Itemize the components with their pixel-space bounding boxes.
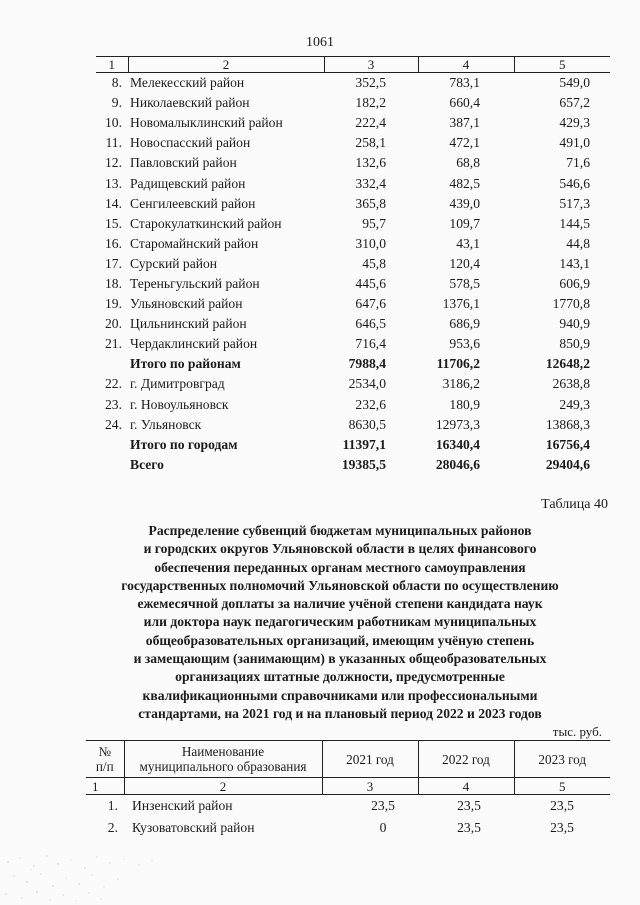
table-label: Таблица 40	[541, 497, 608, 512]
row-number: 1.	[107, 798, 118, 814]
value-2021: 7988,4	[348, 356, 386, 372]
value-2022: 109,7	[449, 215, 480, 231]
row-name: Всего	[130, 456, 164, 472]
value-2021: 310,0	[355, 235, 386, 251]
value-2021: 232,6	[355, 396, 386, 412]
header-number: № п/п	[86, 741, 124, 778]
row-name: Мелекесский район	[130, 75, 245, 91]
header-2023: 2023 год	[514, 741, 610, 778]
header-municipality: Наименование муниципального образования	[124, 741, 322, 778]
value-2023: 429,3	[559, 115, 590, 131]
value-2022: 11706,2	[436, 356, 480, 372]
table-row	[96, 395, 610, 415]
value-2022: 953,6	[449, 336, 480, 352]
table-row	[96, 133, 610, 153]
column-number-row	[86, 778, 610, 795]
value-2023: 517,3	[559, 195, 590, 211]
value-2021: 646,5	[355, 316, 386, 332]
value-2021: 8630,5	[348, 416, 386, 432]
table-row	[96, 274, 610, 294]
table-row	[96, 435, 610, 455]
value-2022: 68,8	[456, 155, 480, 171]
value-2023: 16756,4	[545, 436, 590, 452]
value-2021: 95,7	[362, 215, 386, 231]
value-2023: 23,5	[550, 819, 574, 835]
row-name: г. Ульяновск	[130, 416, 202, 432]
row-name: г. Димитровград	[130, 376, 225, 392]
value-2022: 472,1	[449, 135, 480, 151]
row-number	[96, 435, 128, 455]
table-row	[96, 234, 610, 254]
row-number: 10.	[105, 115, 122, 131]
value-2022: 783,1	[449, 75, 480, 91]
row-name: Итого по районам	[130, 356, 241, 372]
table-row	[96, 294, 610, 314]
caption-line: квалификационными справочниками или профессиональными	[142, 687, 538, 703]
header-2021: 2021 год	[322, 741, 418, 778]
value-2021: 352,5	[355, 75, 386, 91]
row-number: 22.	[105, 376, 122, 392]
row-name: Старомайнский район	[130, 235, 259, 251]
row-name: Николаевский район	[130, 95, 250, 111]
header-2022: 2022 год	[418, 741, 514, 778]
value-2023: 2638,8	[552, 376, 590, 392]
value-2023: 143,1	[559, 255, 590, 271]
row-number	[96, 354, 128, 374]
value-2022: 16340,4	[435, 436, 480, 452]
value-2022: 120,4	[449, 255, 480, 271]
value-2022: 660,4	[449, 95, 480, 111]
row-number: 14.	[105, 195, 122, 211]
value-2022: 387,1	[449, 115, 480, 131]
row-name: Тереньгульский район	[130, 275, 260, 291]
row-name: Кузоватовский район	[132, 819, 255, 835]
value-2022: 482,5	[449, 175, 480, 191]
value-2021: 716,4	[355, 336, 386, 352]
value-2021: 182,2	[355, 95, 386, 111]
value-2022: 23,5	[457, 819, 481, 835]
value-2023: 13868,3	[545, 416, 590, 432]
row-name: Старокулаткинский район	[130, 215, 282, 231]
row-name: г. Новоульяновск	[130, 396, 229, 412]
column-number: 5	[514, 778, 610, 795]
caption-line: общеобразовательных организаций, имеющим учёную степень	[145, 632, 535, 648]
scan-noise	[0, 848, 180, 905]
row-number: 17.	[105, 255, 122, 271]
value-2022: 180,9	[449, 396, 480, 412]
value-2023: 29404,6	[545, 456, 590, 472]
row-name: Чердаклинский район	[130, 336, 258, 352]
table-row	[96, 374, 610, 394]
table-row	[96, 93, 610, 113]
value-2022: 3186,2	[442, 376, 480, 392]
value-2023: 71,6	[566, 155, 590, 171]
value-2021: 332,4	[355, 175, 386, 191]
caption-line: или доктора наук педагогическим работникам муниципальных	[143, 614, 537, 630]
row-number: 16.	[105, 235, 122, 251]
row-name: Цильнинский район	[130, 316, 247, 332]
row-number: 12.	[105, 155, 122, 171]
value-2021: 19385,5	[341, 456, 386, 472]
table-caption	[60, 522, 620, 723]
row-number: 20.	[105, 316, 122, 332]
table-row	[96, 73, 610, 94]
subvention-table-continued	[96, 56, 610, 475]
table-row	[96, 455, 610, 475]
row-name: Радищевский район	[130, 175, 246, 191]
caption-line: ежемесячной доплаты за наличие учёной степени кандидата наук	[137, 596, 543, 612]
value-2023: 657,2	[559, 95, 590, 111]
value-2023: 940,9	[559, 316, 590, 332]
row-number: 23.	[105, 396, 122, 412]
value-2023: 44,8	[566, 235, 590, 251]
row-name: Новоспасский район	[130, 135, 251, 151]
value-2022: 23,5	[457, 798, 481, 814]
table-row	[86, 795, 610, 817]
table-row	[96, 214, 610, 234]
value-2023: 144,5	[559, 215, 590, 231]
value-2022: 43,1	[456, 235, 480, 251]
value-2021: 222,4	[355, 115, 386, 131]
units-label: тыс. руб.	[552, 724, 602, 739]
table-row	[96, 254, 610, 274]
row-number: 15.	[105, 215, 122, 231]
row-name: Новомалыклинский район	[130, 115, 283, 131]
table-row	[96, 334, 610, 354]
value-2021: 11397,1	[342, 436, 386, 452]
row-name: Сенгилеевский район	[130, 195, 256, 211]
row-name: Павловский район	[130, 155, 237, 171]
row-number: 19.	[105, 296, 122, 312]
caption-line: государственных полномочий Ульяновской области по осуществлению	[121, 577, 559, 593]
page-number: 1061	[306, 35, 334, 50]
row-number	[96, 455, 128, 475]
value-2022: 28046,6	[435, 456, 480, 472]
value-2023: 12648,2	[545, 356, 590, 372]
table-row	[96, 194, 610, 214]
row-number: 21.	[105, 336, 122, 352]
column-number: 2	[124, 778, 322, 795]
value-2022: 439,0	[449, 195, 480, 211]
column-number: 4	[418, 778, 514, 795]
table-header-row	[86, 741, 610, 778]
row-name: Итого по городам	[130, 436, 238, 452]
value-2023: 23,5	[550, 798, 574, 814]
column-number-row	[96, 57, 610, 73]
value-2023: 850,9	[559, 336, 590, 352]
table-row	[96, 415, 610, 435]
value-2021: 23,5	[371, 798, 395, 814]
value-2023: 606,9	[559, 275, 590, 291]
value-2023: 1770,8	[552, 296, 590, 312]
value-2023: 249,3	[559, 396, 590, 412]
value-2023: 546,6	[559, 175, 590, 191]
table-row	[96, 354, 610, 374]
row-number: 9.	[111, 95, 122, 111]
row-number: 18.	[105, 275, 122, 291]
value-2021: 45,8	[362, 255, 386, 271]
caption-line: стандартами, на 2021 год и на плановый период 2022 и 2023 годов	[138, 705, 542, 721]
column-number: 1	[96, 57, 128, 73]
row-name: Инзенский район	[132, 798, 233, 814]
row-number: 24.	[105, 416, 122, 432]
row-name: Ульяновский район	[130, 296, 243, 312]
row-number: 8.	[111, 75, 122, 91]
caption-line: Распределение субвенций бюджетам муниципальных районов	[148, 523, 532, 538]
value-2023: 549,0	[559, 75, 590, 91]
value-2021: 647,6	[355, 296, 386, 312]
value-2022: 1376,1	[442, 296, 480, 312]
column-number: 5	[514, 57, 610, 73]
subvention-table-40	[86, 740, 610, 838]
column-number: 1	[86, 778, 124, 795]
caption-line: и замещающим (занимающим) в указанных общеобразовательных	[133, 651, 547, 667]
value-2022: 686,9	[449, 316, 480, 332]
value-2021: 0	[379, 819, 387, 835]
row-number: 11.	[105, 135, 122, 151]
caption-line: организациях штатные должности, предусмотренные	[175, 669, 505, 685]
caption-line: и городских округов Ульяновской области в целях финансового	[143, 541, 537, 557]
value-2022: 12973,3	[435, 416, 480, 432]
value-2021: 2534,0	[348, 376, 386, 392]
value-2021: 132,6	[355, 155, 386, 171]
row-number: 13.	[105, 175, 122, 191]
value-2022: 578,5	[449, 275, 480, 291]
caption-line: обеспечения переданных органам местного самоуправления	[154, 559, 526, 575]
value-2023: 491,0	[559, 135, 590, 151]
column-number: 3	[324, 57, 418, 73]
row-number: 2.	[107, 819, 118, 835]
table-row	[96, 314, 610, 334]
value-2021: 445,6	[355, 275, 386, 291]
column-number: 4	[418, 57, 514, 73]
row-name: Сурский район	[130, 255, 218, 271]
value-2021: 365,8	[355, 195, 386, 211]
table-row	[96, 153, 610, 173]
table-row	[86, 817, 610, 839]
value-2021: 258,1	[355, 135, 386, 151]
column-number: 2	[128, 57, 324, 73]
table-row	[96, 173, 610, 193]
column-number: 3	[322, 778, 418, 795]
table-row	[96, 113, 610, 133]
